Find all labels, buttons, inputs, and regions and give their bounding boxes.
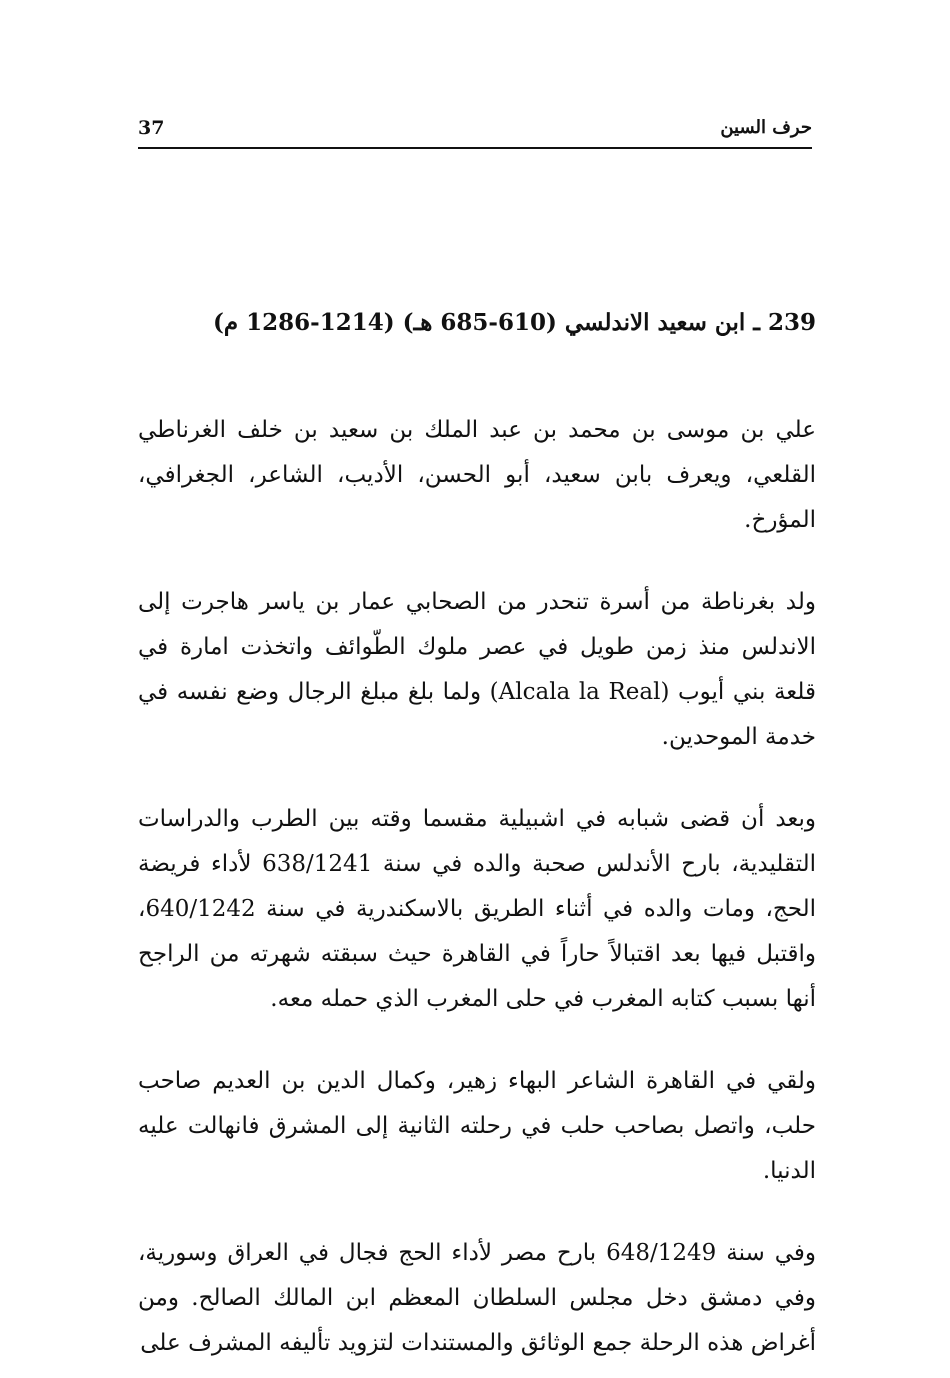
page-header — [138, 114, 812, 148]
paragraph-name-lineage: علي بن موسى بن محمد بن عبد الملك بن سعيد بن خلف الغرناطي القلعي، ويعرف بابن سعيد، أبو الحسن، الأديب، الشاعر، الجغرافي، المؤرخ. — [138, 417, 816, 533]
entry-title: 239 ـ ابن سعيد الاندلسي (610-685 هـ) (1214-1286 م) — [213, 309, 816, 336]
running-title: حرف السين — [720, 117, 812, 138]
page-number: 37 — [138, 117, 165, 139]
paragraph-youth-travel: وبعد أن قضى شبابه في اشبيلية مقسما وقته بين الطرب والدراسات التقليدية، بارح الأندلس صحبة والده في سنة 638/1241 لأداء فريضة الحج، ومات والده في أثناء الطريق بالاسكندرية في سنة 640/1242، واقتبل فيها بعد اقتبالاً حاراً في القاهرة حيث سبقته شهرته من الراجح أنها بسبب كتابه المغرب في حلى المغرب الذي حمله معه. — [138, 806, 816, 1012]
paragraph-cairo: ولقي في القاهرة الشاعر البهاء زهير، وكمال الدين بن العديم صاحب حلب، واتصل بصاحب حلب في رحلته الثانية إلى المشرق فانهالت عليه الدنيا. — [138, 1068, 816, 1184]
entry-body — [138, 408, 816, 1366]
paragraph-hajj: وفي سنة 648/1249 بارح مصر لأداء الحج فجال في العراق وسورية، وفي دمشق دخل مجلس السلطان المعظم ابن المالك الصالح. ومن أغراض هذه الرحلة جمع الوثائق والمستندات لتزويد تأليفه المشرف على — [138, 1240, 816, 1356]
header-rule — [138, 147, 812, 149]
paragraph-birth: ولد بغرناطة من أسرة تنحدر من الصحابي عمار بن ياسر هاجرت إلى الاندلس منذ زمن طويل في عصر ملوك الطّوائف واتخذت امارة في قلعة بني أيوب (Alcala la Real) ولما بلغ مبلغ الرجال وضع نفسه في خدمة الموحدين. — [138, 589, 816, 750]
